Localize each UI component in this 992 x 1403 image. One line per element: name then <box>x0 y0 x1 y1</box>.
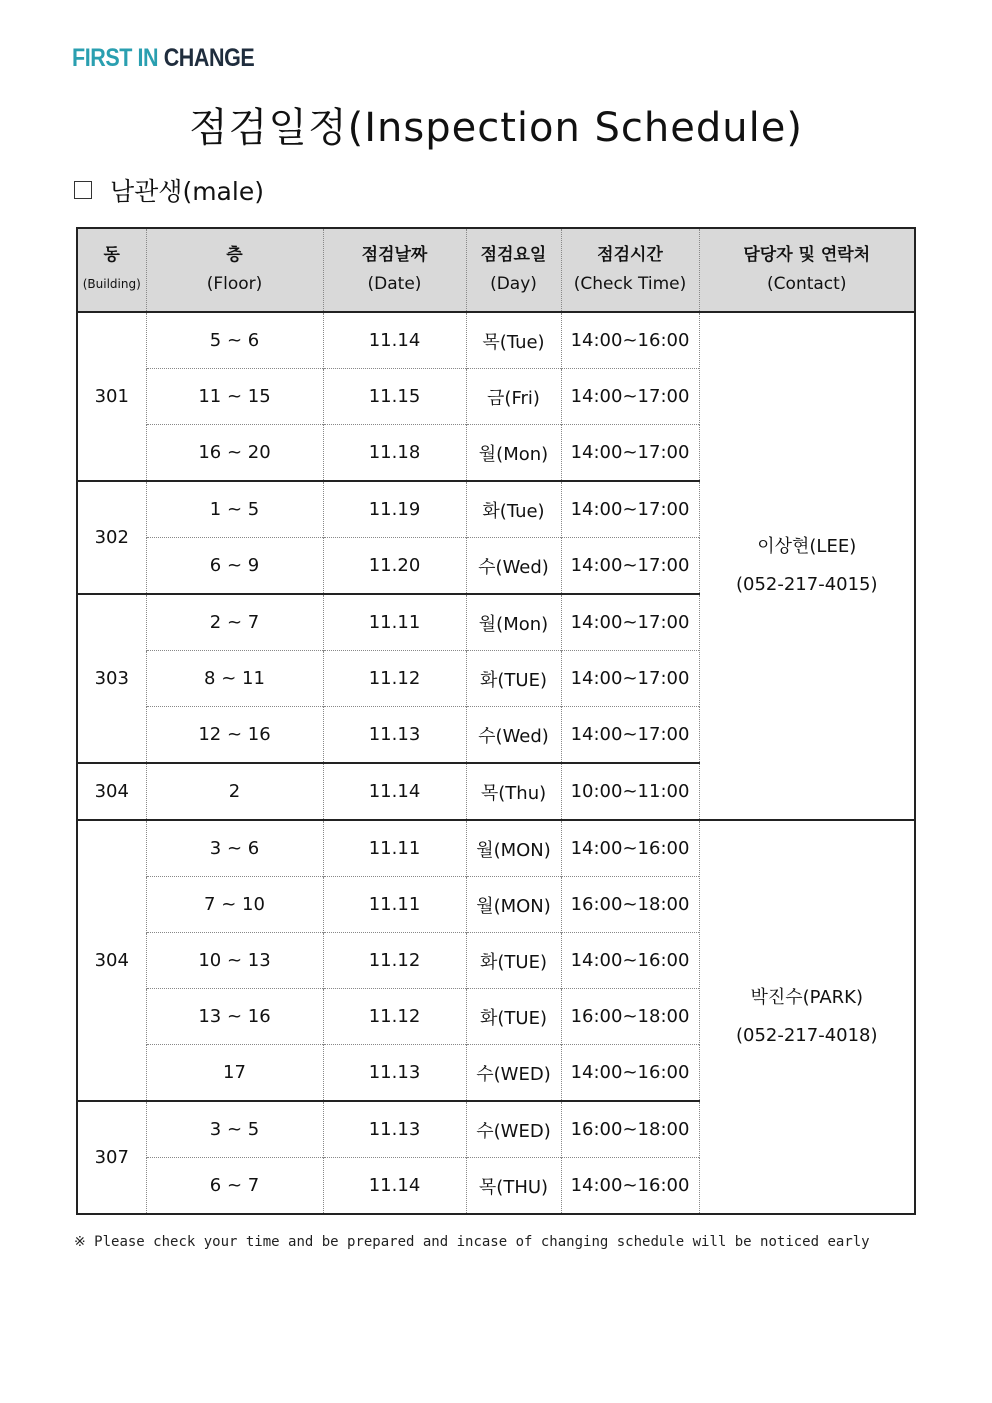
date-cell: 11.14 <box>323 1158 466 1215</box>
time-cell: 16:00~18:00 <box>561 1101 699 1158</box>
day-cell: 화(TUE) <box>466 933 561 989</box>
date-cell: 11.13 <box>323 707 466 764</box>
table-header-row <box>77 228 915 312</box>
logo-text-change: CHANGE <box>163 44 255 72</box>
header-time-en: (Check Time) <box>573 274 687 294</box>
date-cell: 11.11 <box>323 877 466 933</box>
time-cell: 14:00~17:00 <box>561 594 699 651</box>
contact-cell <box>699 312 915 820</box>
date-cell: 11.12 <box>323 989 466 1045</box>
time-cell: 14:00~17:00 <box>561 425 699 482</box>
day-cell: 목(Thu) <box>466 763 561 820</box>
inspection-schedule-table <box>76 227 916 1215</box>
day-cell: 화(TUE) <box>466 651 561 707</box>
time-cell: 10:00~11:00 <box>561 763 699 820</box>
time-cell: 14:00~16:00 <box>561 1045 699 1102</box>
header-floor <box>146 228 323 312</box>
building-cell: 302 <box>77 481 146 594</box>
date-cell: 11.12 <box>323 933 466 989</box>
time-cell: 16:00~18:00 <box>561 989 699 1045</box>
floor-cell: 3 ~ 5 <box>146 1101 323 1158</box>
date-cell: 11.15 <box>323 369 466 425</box>
floor-cell: 10 ~ 13 <box>146 933 323 989</box>
day-cell: 화(Tue) <box>466 481 561 538</box>
header-day <box>466 228 561 312</box>
day-cell: 수(WED) <box>466 1101 561 1158</box>
floor-cell: 5 ~ 6 <box>146 312 323 369</box>
time-cell: 14:00~17:00 <box>561 651 699 707</box>
section-heading-text: 남관생(male) <box>110 177 264 206</box>
contact-phone: (052-217-4018) <box>735 1025 878 1046</box>
time-cell: 14:00~16:00 <box>561 1158 699 1215</box>
date-cell: 11.19 <box>323 481 466 538</box>
building-cell: 304 <box>77 820 146 1101</box>
time-cell: 14:00~17:00 <box>561 369 699 425</box>
header-building-ko: 동 <box>103 245 120 265</box>
date-cell: 11.11 <box>323 820 466 877</box>
time-cell: 14:00~16:00 <box>561 933 699 989</box>
header-time-ko: 점검시간 <box>597 245 663 265</box>
building-cell: 301 <box>77 312 146 481</box>
date-cell: 11.14 <box>323 763 466 820</box>
floor-cell: 17 <box>146 1045 323 1102</box>
building-cell: 304 <box>77 763 146 820</box>
time-cell: 14:00~16:00 <box>561 820 699 877</box>
date-cell: 11.20 <box>323 538 466 595</box>
page-title: 점검일정(Inspection Schedule) <box>189 105 803 151</box>
floor-cell: 2 ~ 7 <box>146 594 323 651</box>
header-contact <box>699 228 915 312</box>
header-floor-ko: 층 <box>226 245 243 265</box>
header-contact-en: (Contact) <box>767 274 847 294</box>
header-building-en: (Building) <box>82 277 141 291</box>
day-cell: 월(MON) <box>466 877 561 933</box>
table-row <box>77 820 915 877</box>
time-cell: 14:00~16:00 <box>561 312 699 369</box>
day-cell: 월(MON) <box>466 820 561 877</box>
header-building <box>77 228 146 312</box>
date-cell: 11.11 <box>323 594 466 651</box>
day-cell: 화(TUE) <box>466 989 561 1045</box>
time-cell: 16:00~18:00 <box>561 877 699 933</box>
floor-cell: 12 ~ 16 <box>146 707 323 764</box>
floor-cell: 16 ~ 20 <box>146 425 323 482</box>
time-cell: 14:00~17:00 <box>561 707 699 764</box>
day-cell: 수(WED) <box>466 1045 561 1102</box>
floor-cell: 3 ~ 6 <box>146 820 323 877</box>
header-day-en: (Day) <box>490 274 537 294</box>
header-day-ko: 점검요일 <box>480 245 547 265</box>
contact-name: 박진수(PARK) <box>750 987 864 1008</box>
building-cell: 303 <box>77 594 146 763</box>
logo-text-first-in: FIRST IN <box>72 44 159 72</box>
date-cell: 11.14 <box>323 312 466 369</box>
floor-cell: 7 ~ 10 <box>146 877 323 933</box>
date-cell: 11.13 <box>323 1101 466 1158</box>
header-contact-ko: 담당자 및 연락처 <box>743 245 871 265</box>
date-cell: 11.13 <box>323 1045 466 1102</box>
company-logo <box>72 44 254 73</box>
floor-cell: 2 <box>146 763 323 820</box>
contact-cell <box>699 820 915 1214</box>
day-cell: 수(Wed) <box>466 707 561 764</box>
time-cell: 14:00~17:00 <box>561 481 699 538</box>
date-cell: 11.18 <box>323 425 466 482</box>
building-cell: 307 <box>77 1101 146 1214</box>
day-cell: 수(Wed) <box>466 538 561 595</box>
header-time <box>561 228 699 312</box>
day-cell: 금(Fri) <box>466 369 561 425</box>
table-row <box>77 312 915 369</box>
floor-cell: 1 ~ 5 <box>146 481 323 538</box>
day-cell: 목(Tue) <box>466 312 561 369</box>
header-floor-en: (Floor) <box>206 274 263 294</box>
contact-phone: (052-217-4015) <box>735 574 878 595</box>
section-heading <box>74 172 264 208</box>
day-cell: 월(Mon) <box>466 594 561 651</box>
day-cell: 목(THU) <box>466 1158 561 1215</box>
header-date <box>323 228 466 312</box>
contact-name: 이상현(LEE) <box>757 536 857 557</box>
floor-cell: 11 ~ 15 <box>146 369 323 425</box>
header-date-en: (Date) <box>367 274 422 294</box>
checkbox-icon <box>74 181 92 199</box>
header-date-ko: 점검날짜 <box>361 245 428 265</box>
day-cell: 월(Mon) <box>466 425 561 482</box>
floor-cell: 8 ~ 11 <box>146 651 323 707</box>
floor-cell: 6 ~ 7 <box>146 1158 323 1215</box>
date-cell: 11.12 <box>323 651 466 707</box>
footnote: ※ Please check your time and be prepared and incase of changing schedule will be noticed early <box>74 1234 870 1250</box>
time-cell: 14:00~17:00 <box>561 538 699 595</box>
floor-cell: 13 ~ 16 <box>146 989 323 1045</box>
floor-cell: 6 ~ 9 <box>146 538 323 595</box>
